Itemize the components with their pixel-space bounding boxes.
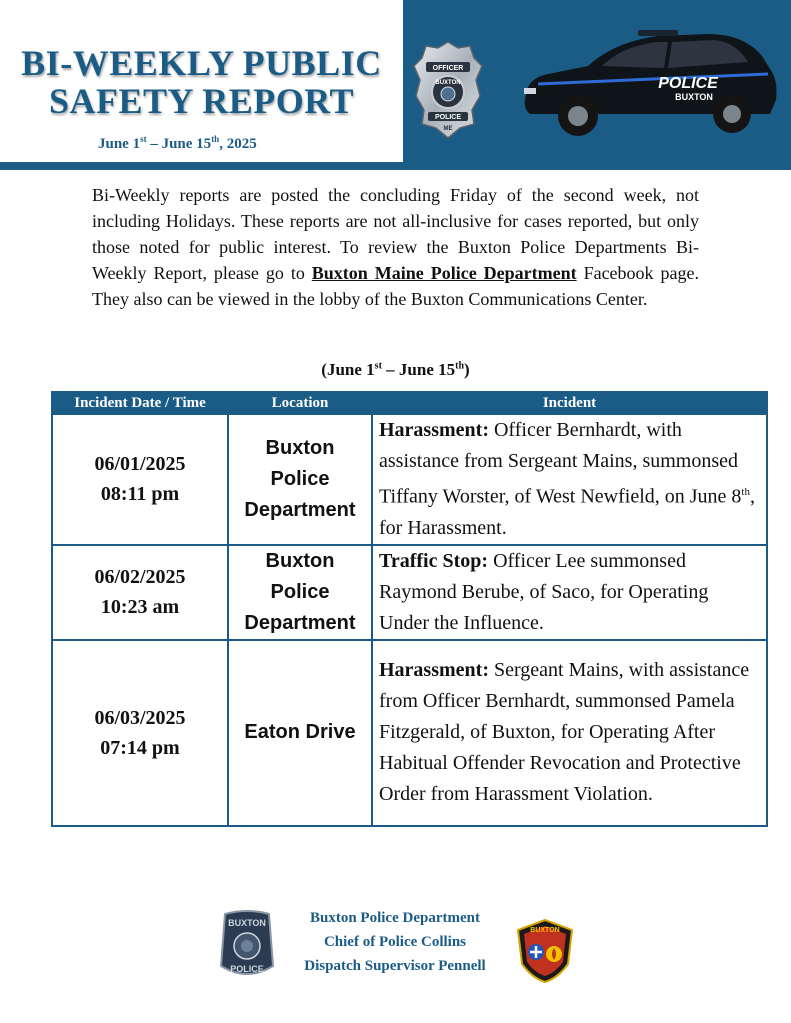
table-date-range: (June 1st – June 15th)	[321, 360, 470, 379]
intro-text: Bi-Weekly reports are posted the concluding Friday of the second week, not including Holidays. These reports are not all-inclusive for cases reported, but only those noted for public interest. To review the Buxton Police Departments Bi-Weekly Report, please go to	[92, 185, 699, 283]
column-header-date: Incident Date / Time	[52, 392, 228, 414]
incident-time: 10:23 am	[100, 596, 180, 619]
facebook-page-link[interactable]: Buxton Maine Police Department	[311, 263, 577, 283]
fire-rescue-patch-icon	[514, 918, 576, 984]
incident-date: 06/02/2025	[94, 566, 186, 589]
header-title-panel	[0, 0, 403, 162]
footer-signature	[270, 906, 520, 978]
police-patch-icon	[219, 910, 275, 982]
department-name: Buxton Police Department	[310, 910, 480, 926]
incident-date-time	[52, 640, 228, 826]
title-line-1: BI-WEEKLY PUBLIC	[21, 43, 382, 83]
svg-text:POLICE: POLICE	[230, 964, 264, 974]
incident-description: Harassment: Officer Bernhardt, with assistance from Sergeant Mains, summonsed Tiffany Worster, of West Newfield, on June 8th, for Harassment.	[372, 414, 767, 545]
incident-date-time	[52, 545, 228, 640]
intro-paragraph	[92, 182, 699, 312]
svg-text:POLICE: POLICE	[434, 114, 462, 121]
svg-text:OFFICER: OFFICER	[432, 65, 464, 72]
table-row	[52, 640, 767, 826]
chief-name: Chief of Police Collins	[323, 934, 467, 950]
incident-type: Traffic Stop:	[379, 549, 489, 572]
report-title	[0, 44, 403, 120]
header-divider	[0, 162, 791, 170]
title-line-2: SAFETY REPORT	[49, 81, 354, 121]
incident-date: 06/03/2025	[94, 706, 186, 729]
incident-location: Eaton Drive	[228, 640, 372, 826]
dispatch-supervisor-name: Dispatch Supervisor Pennell	[304, 958, 486, 974]
incident-location: Buxton Police Department	[228, 414, 372, 545]
svg-text:BUXTON: BUXTON	[435, 80, 461, 86]
table-header-row	[52, 392, 767, 414]
incident-time: 08:11 pm	[100, 483, 180, 506]
svg-text:POLICE: POLICE	[658, 75, 718, 92]
svg-text:BUXTON: BUXTON	[675, 92, 713, 102]
incident-description: Harassment: Sergeant Mains, with assistance from Officer Bernhardt, summonsed Pamela Fitzgerald, of Buxton, for Operating After Habitual Offender Revocation and Protective Order from Harassment Violation.	[372, 640, 767, 826]
incident-date: 06/01/2025	[94, 453, 186, 476]
incident-location: Buxton Police Department	[228, 545, 372, 640]
police-badge-icon	[412, 40, 484, 140]
incident-time: 07:14 pm	[100, 736, 180, 759]
intro-text-end: Facebook page. They also can be viewed in the lobby of the Buxton Communications Center.	[92, 263, 699, 309]
report-date-range: June 1st – June 15th, 2025	[98, 134, 257, 152]
incident-type: Harassment:	[379, 659, 489, 682]
svg-text:BUXTON: BUXTON	[530, 927, 560, 934]
table-row	[52, 545, 767, 640]
column-header-location: Location	[228, 392, 372, 414]
table-row	[52, 414, 767, 545]
incident-table	[51, 391, 768, 827]
column-header-incident: Incident	[372, 392, 767, 414]
police-car-image	[518, 22, 780, 142]
svg-text:BUXTON: BUXTON	[228, 918, 266, 928]
incident-type: Harassment:	[379, 419, 489, 441]
incident-date-time	[52, 414, 228, 545]
report-header	[0, 0, 791, 170]
incident-description: Traffic Stop: Officer Lee summonsed Raymond Berube, of Saco, for Operating Under the Influence.	[372, 545, 767, 640]
svg-text:ME: ME	[443, 126, 453, 132]
